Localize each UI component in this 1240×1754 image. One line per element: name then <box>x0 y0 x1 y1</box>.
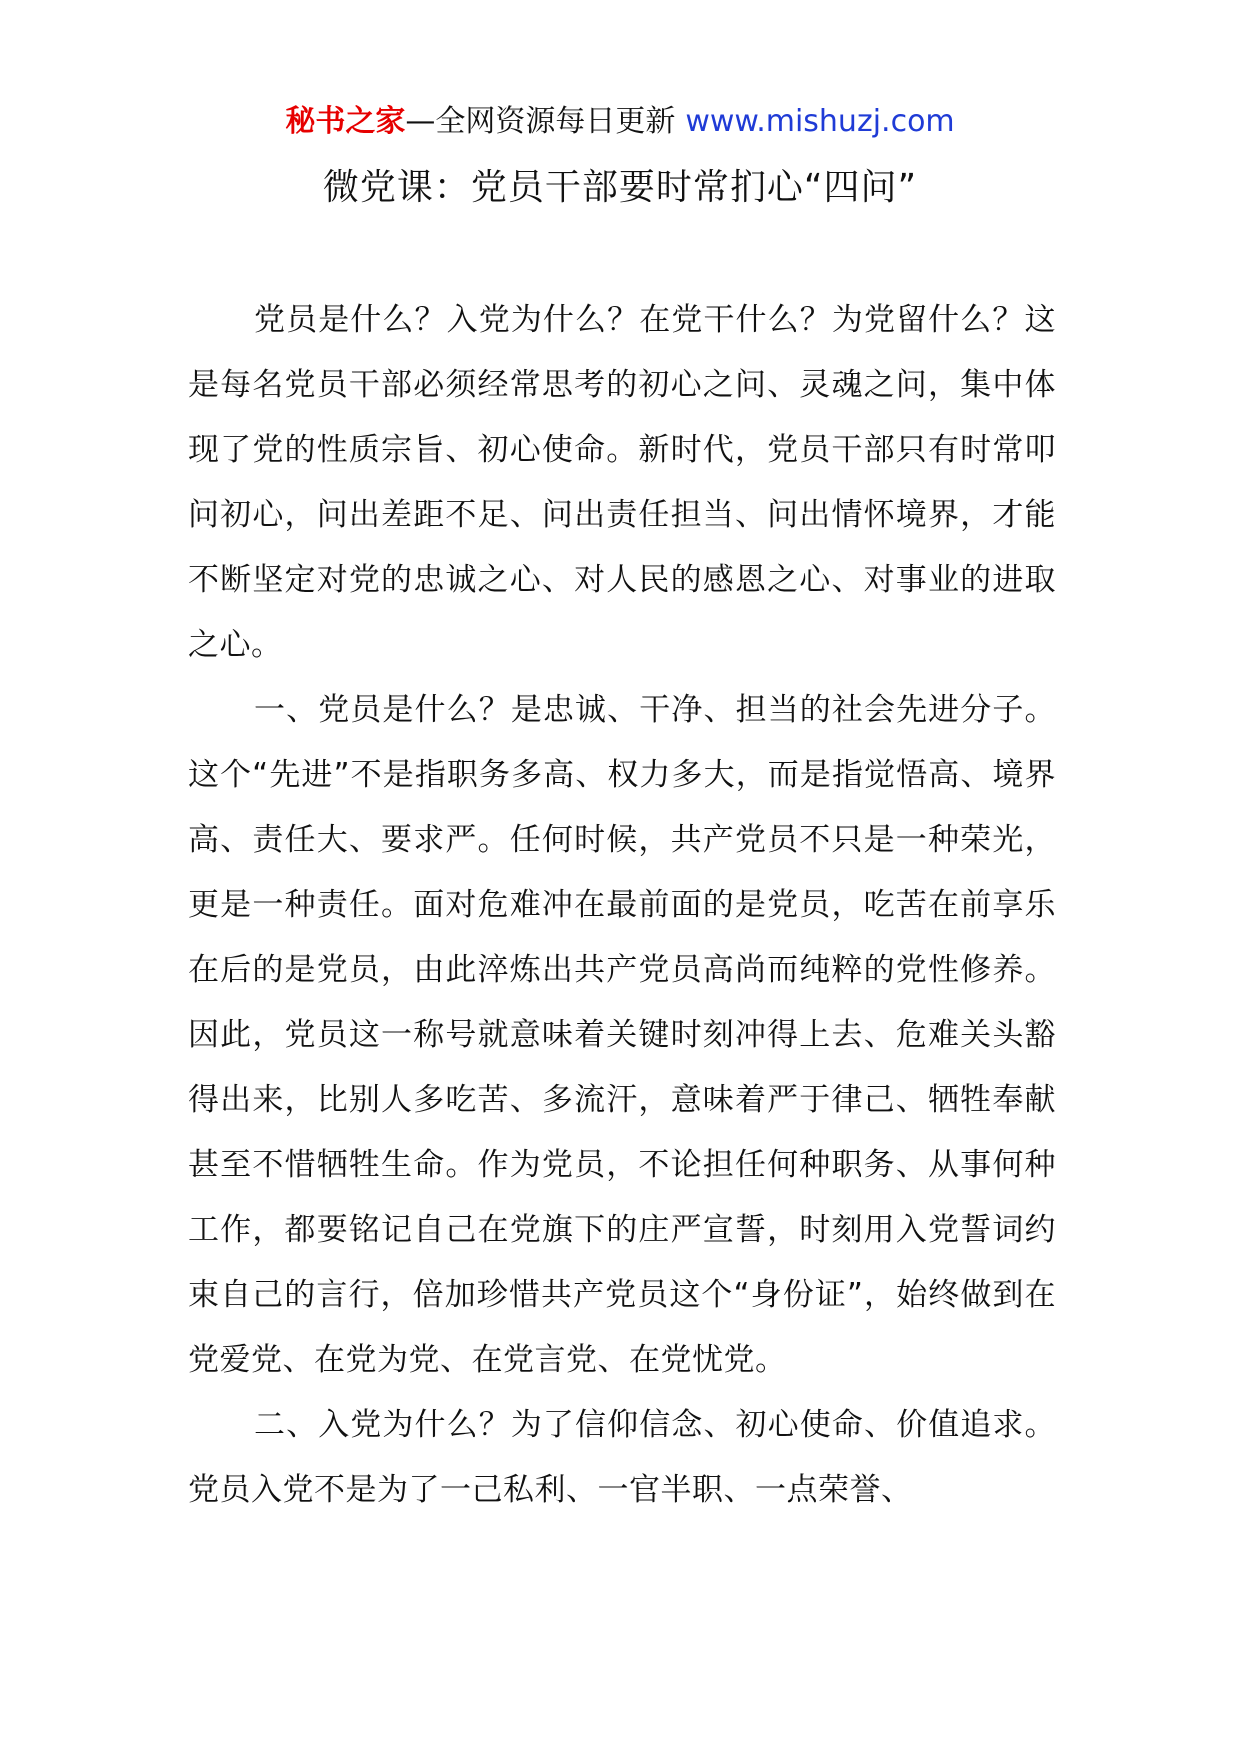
site-header <box>0 102 1240 142</box>
paragraph-intro: 党员是什么？入党为什么？在党干什么？为党留什么？这是每名党员干部必须经常思考的初心之问、灵魂之问，集中体现了党的性质宗旨、初心使命。新时代，党员干部只有时常叩问初心，问出差距不足、问出责任担当、问出情怀境界，才能不断坚定对党的忠诚之心、对人民的感恩之心、对事业的进取之心。 <box>188 302 1056 663</box>
site-tagline: —全网资源每日更新 <box>405 104 676 139</box>
paragraph-section-two: 二、入党为什么？为了信仰信念、初心使命、价值追求。党员入党不是为了一己私利、一官半职、一点荣誉、 <box>188 1407 1056 1508</box>
document-title: 微党课：党员干部要时常扪心“四问” <box>322 167 918 208</box>
site-brand: 秘书之家 <box>285 104 406 139</box>
document-body <box>188 288 1056 1523</box>
paragraph-section-one: 一、党员是什么？是忠诚、干净、担当的社会先进分子。这个“先进”不是指职务多高、权力多大，而是指觉悟高、境界高、责任大、要求严。任何时候，共产党员不只是一种荣光，更是一种责任。面对危难冲在最前面的是党员，吃苦在前享乐在后的是党员，由此淬炼出共产党员高尚而纯粹的党性修养。因此，党员这一称号就意味着关键时刻冲得上去、危难关头豁得出来，比别人多吃苦、多流汗，意味着严于律己、牺牲奉献甚至不惜牺牲生命。作为党员，不论担任何种职务、从事何种工作，都要铭记自己在党旗下的庄严宣誓，时刻用入党誓词约束自己的言行，倍加珍惜共产党员这个“身份证”，始终做到在党爱党、在党为党、在党言党、在党忧党。 <box>188 692 1056 1378</box>
site-url-link[interactable]: www.mishuzj.com <box>685 104 955 139</box>
